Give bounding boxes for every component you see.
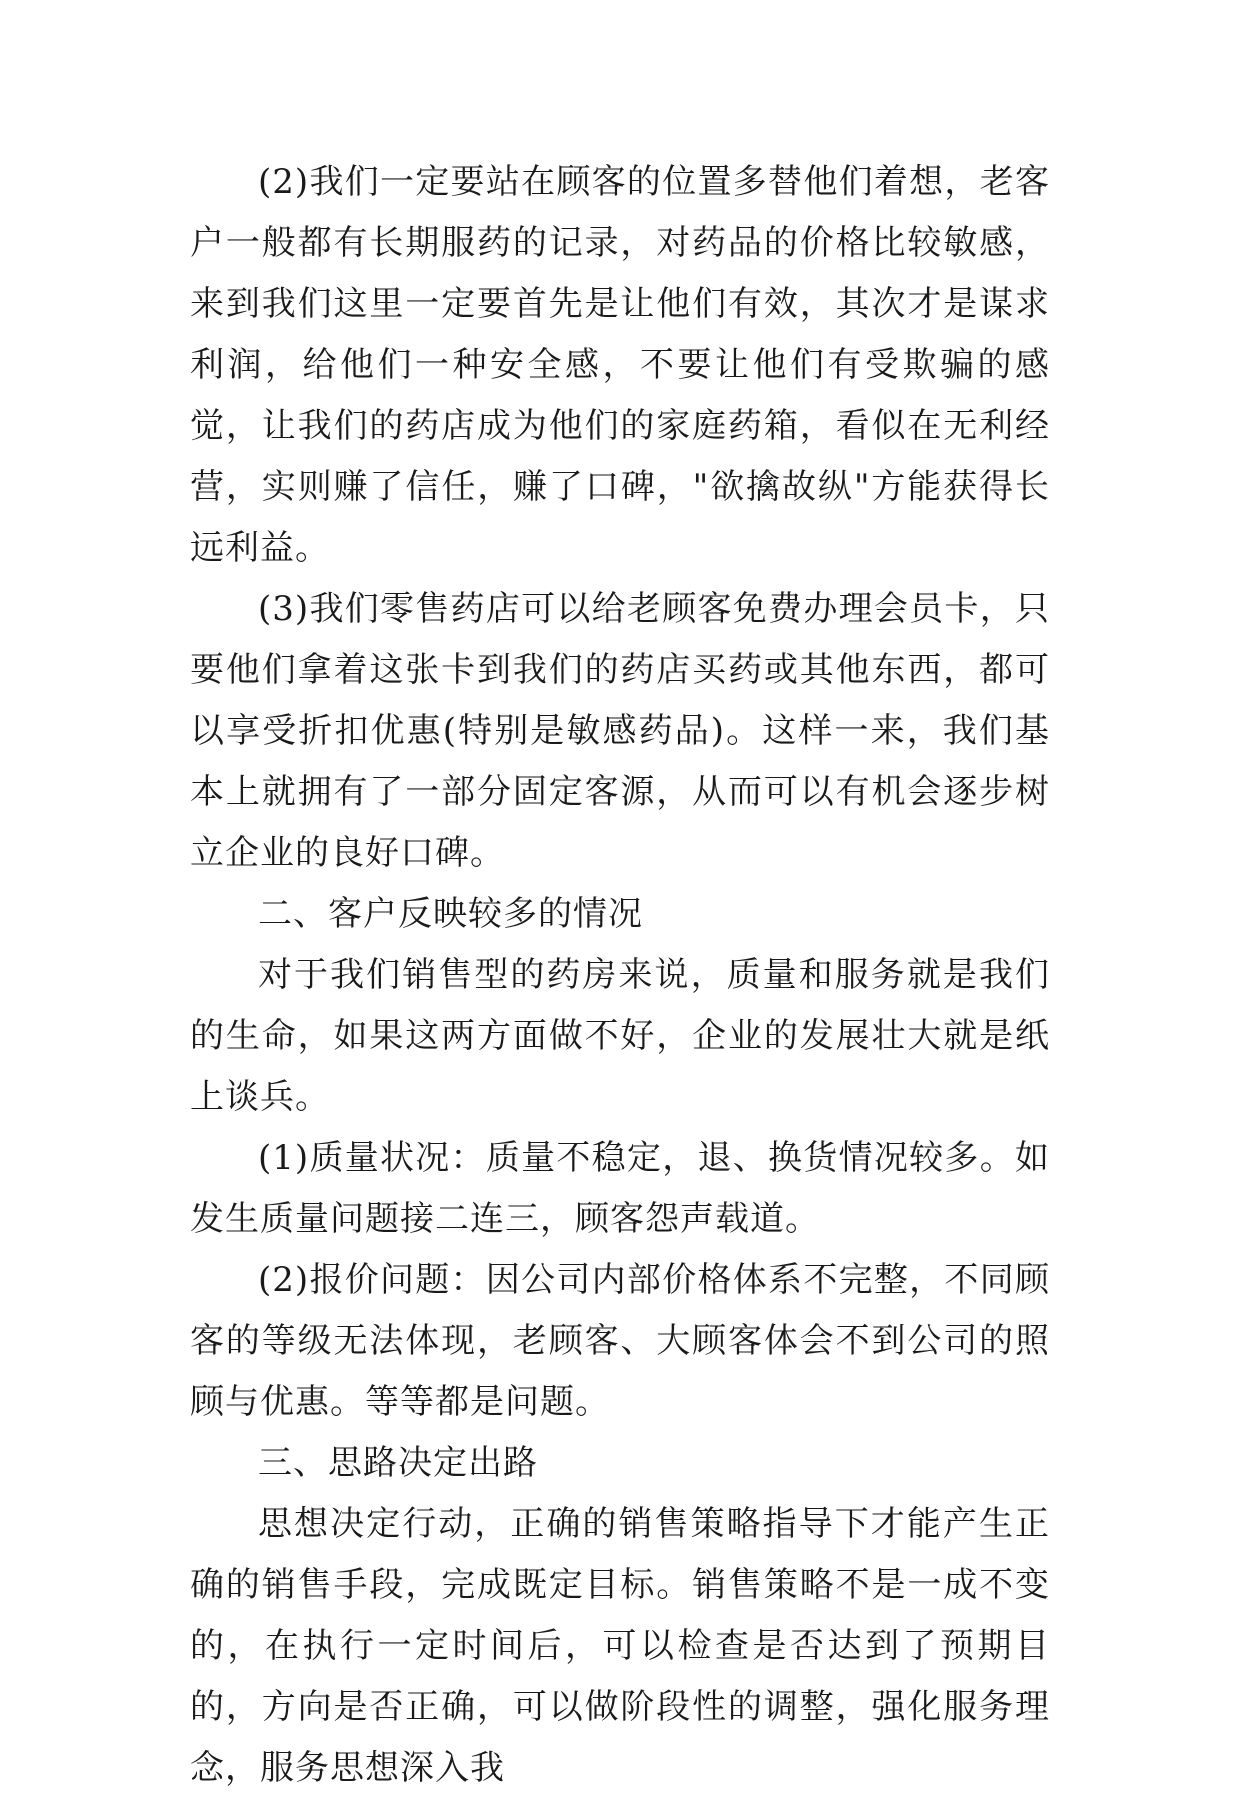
paragraph-quality-status: (1)质量状况：质量不稳定，退、换货情况较多。如发生质量问题接二连三，顾客怨声载道。 xyxy=(190,1138,1050,1239)
paragraph-sales-strategy: 思想决定行动，正确的销售策略指导下才能产生正确的销售手段，完成既定目标。销售策略不是一成不变的，在执行一定时间后，可以检查是否达到了预期目的，方向是否正确，可以做阶段性的调整，强化服务理念，服务思想深入我 xyxy=(190,1504,1050,1788)
paragraph-item-2-customer-consideration: (2)我们一定要站在顾客的位置多替他们着想，老客户一般都有长期服药的记录，对药品的价格比较敏感，来到我们这里一定要首先是让他们有效，其次才是谋求利润，给他们一种安全感，不要让他们有受欺骗的感觉，让我们的药店成为他们的家庭药箱，看似在无利经营，实则赚了信任，赚了口碑，"欲擒故纵"方能获得长远利益。 xyxy=(190,162,1050,568)
paragraph-quality-and-service: 对于我们销售型的药房来说，质量和服务就是我们的生命，如果这两方面做不好，企业的发展壮大就是纸上谈兵。 xyxy=(190,955,1050,1117)
paragraph-pricing-issue: (2)报价问题：因公司内部价格体系不完整，不同顾客的等级无法体现，老顾客、大顾客体会不到公司的照顾与优惠。等等都是问题。 xyxy=(190,1260,1050,1422)
section-heading-customer-feedback: 二、客户反映较多的情况 xyxy=(258,894,643,934)
document-body xyxy=(190,152,1050,1799)
paragraph-item-3-membership-card: (3)我们零售药店可以给老顾客免费办理会员卡，只要他们拿着这张卡到我们的药店买药或其他东西，都可以享受折扣优惠(特别是敏感药品)。这样一来，我们基本上就拥有了一部分固定客源，从而可以有机会逐步树立企业的良好口碑。 xyxy=(190,589,1050,873)
section-heading-thinking-determines-path: 三、思路决定出路 xyxy=(258,1443,538,1483)
